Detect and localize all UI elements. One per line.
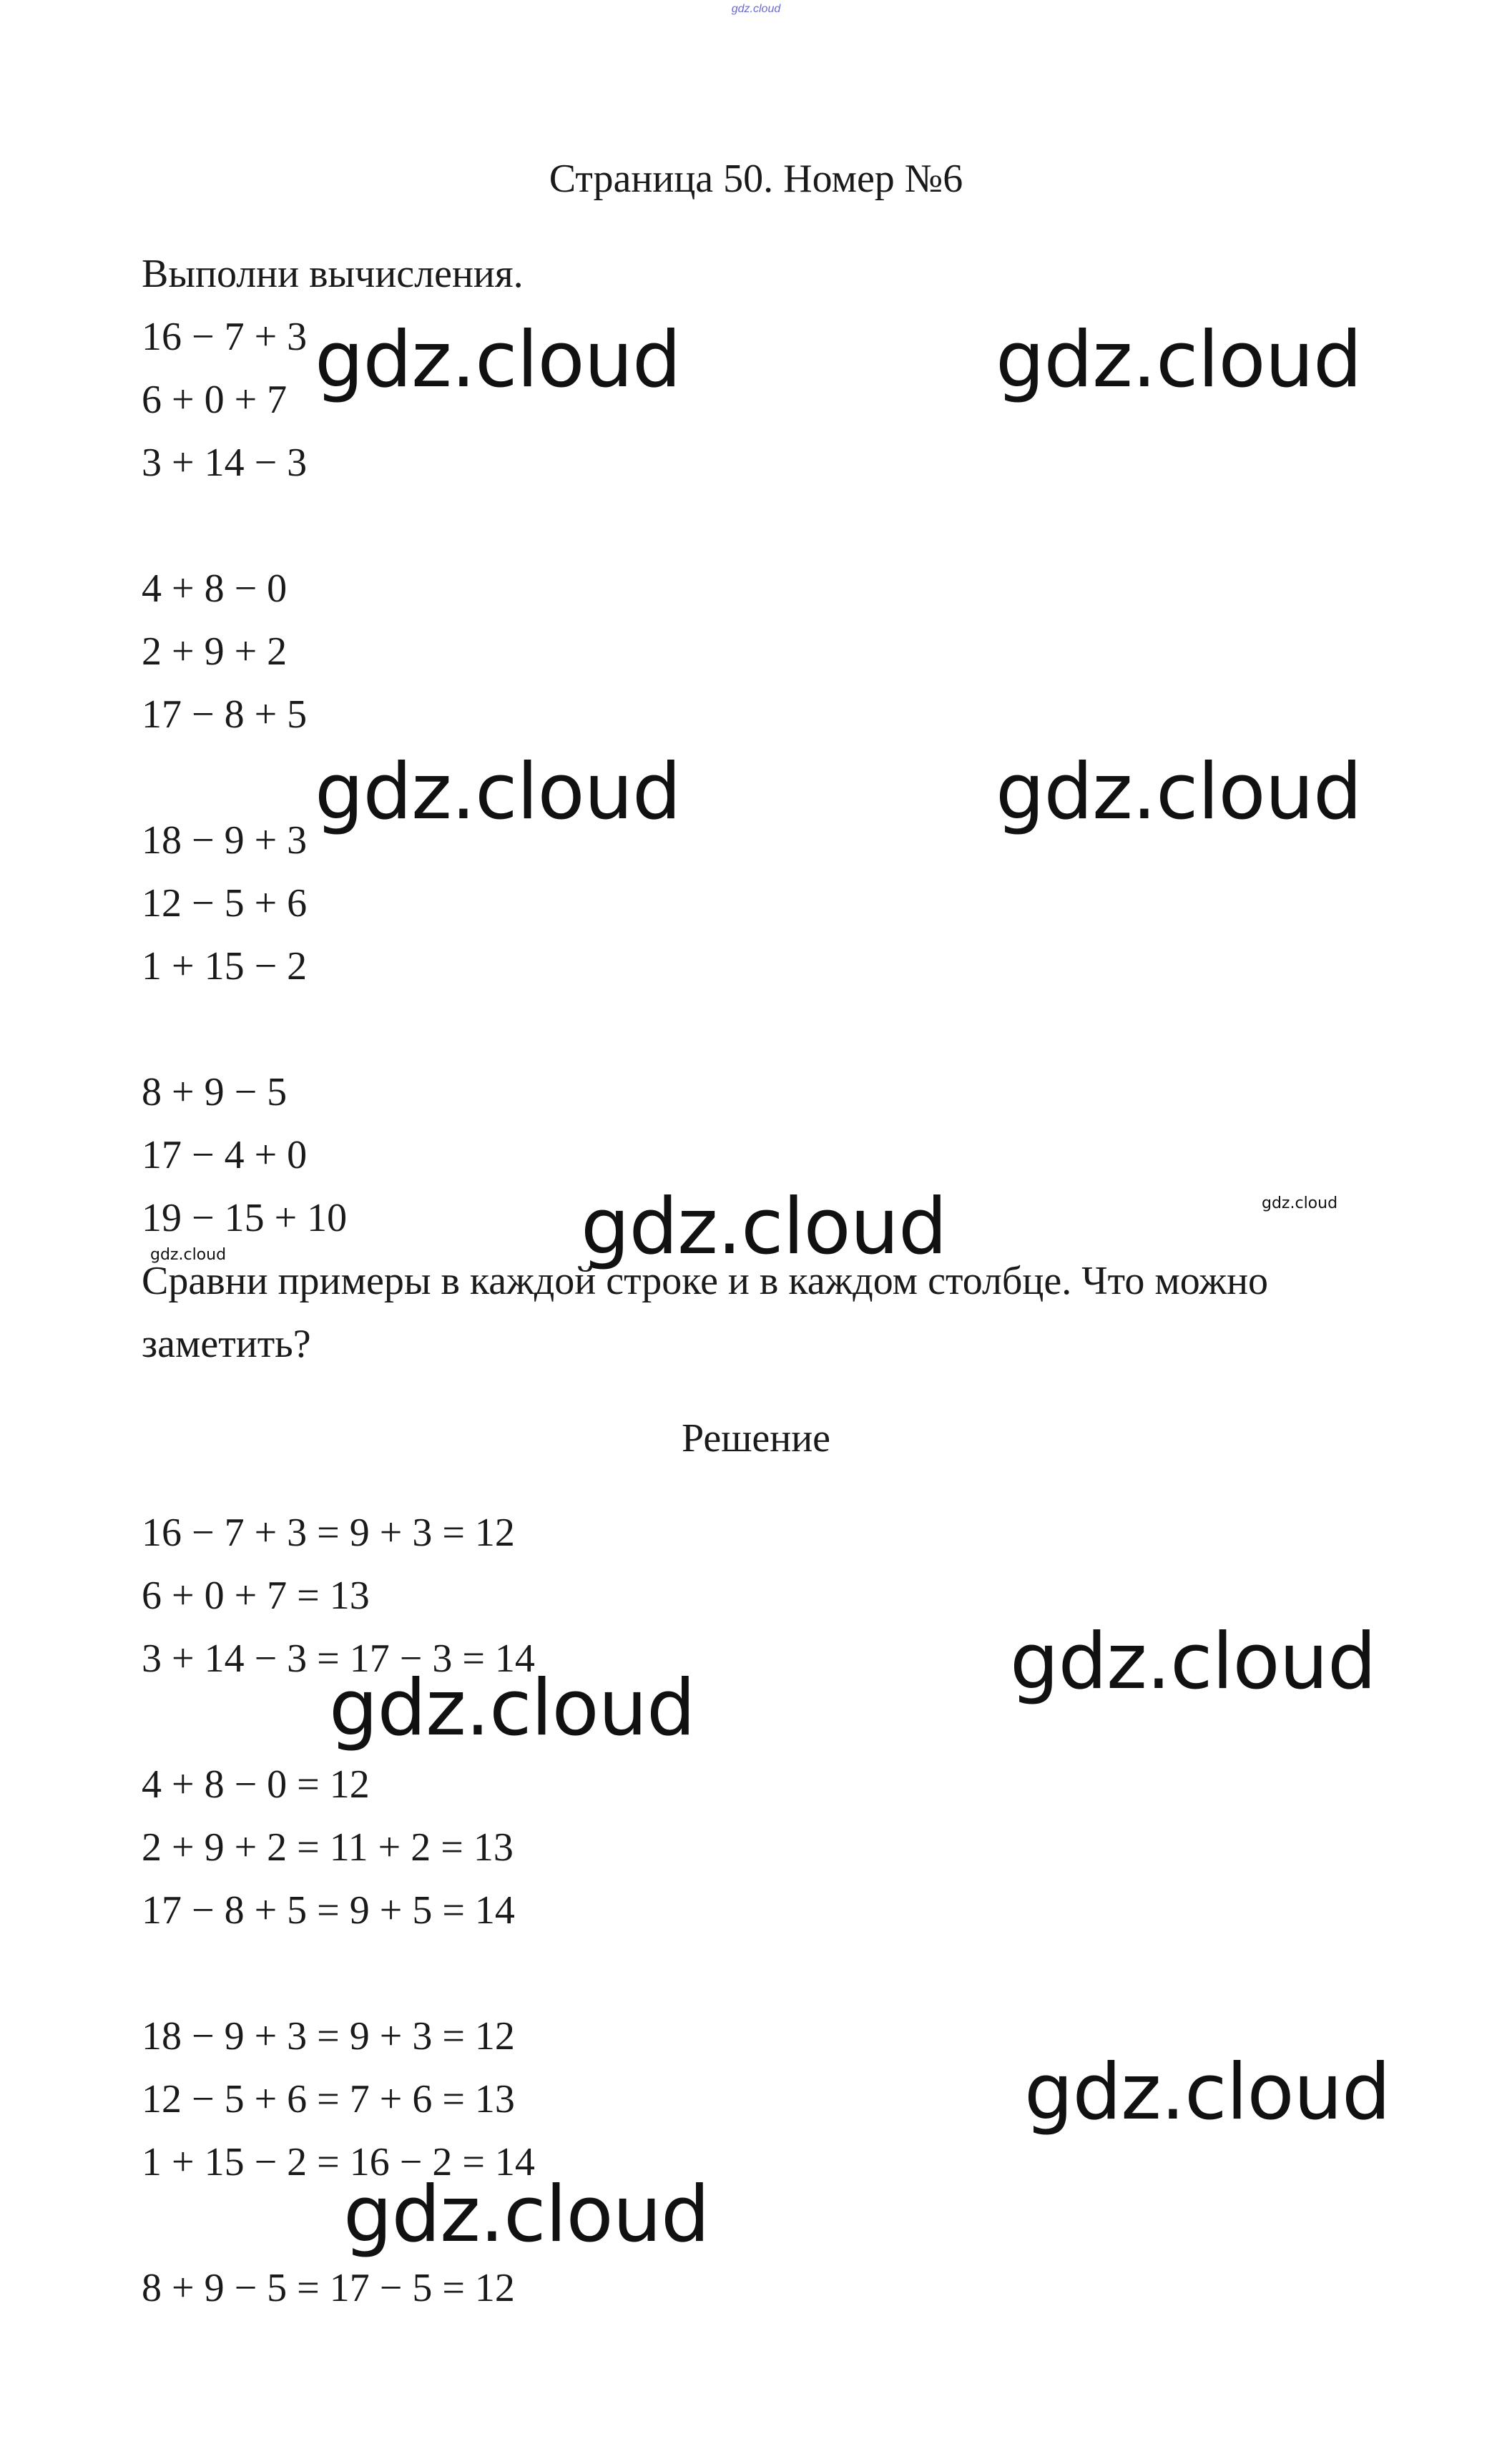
- task-example: 3 + 14 − 3: [142, 441, 308, 485]
- top-watermark: gdz.cloud: [731, 3, 781, 15]
- solution-heading: Решение: [681, 1416, 831, 1461]
- watermark: gdz.cloud: [315, 747, 681, 837]
- watermark-small: gdz.cloud: [1262, 1194, 1338, 1212]
- task-example: 2 + 9 + 2: [142, 629, 288, 674]
- watermark: gdz.cloud: [996, 747, 1362, 837]
- watermark-small: gdz.cloud: [150, 1246, 227, 1264]
- watermark: gdz.cloud: [1024, 2048, 1390, 2137]
- watermark: gdz.cloud: [581, 1182, 947, 1272]
- task-example: 18 − 9 + 3: [142, 818, 308, 863]
- solution-line: 3 + 14 − 3 = 17 − 3 = 14: [142, 1636, 535, 1681]
- solution-line: 16 − 7 + 3 = 9 + 3 = 12: [142, 1511, 515, 1555]
- task-example: 6 + 0 + 7: [142, 378, 288, 422]
- task-example: 8 + 9 − 5: [142, 1070, 288, 1114]
- solution-line: 1 + 15 − 2 = 16 − 2 = 14: [142, 2140, 535, 2184]
- task-example: 12 − 5 + 6: [142, 881, 308, 926]
- task-example: 4 + 8 − 0: [142, 566, 288, 611]
- task-instruction: Выполни вычисления.: [142, 252, 524, 296]
- task-example: 16 − 7 + 3: [142, 315, 308, 359]
- solution-line: 4 + 8 − 0 = 12: [142, 1762, 370, 1807]
- solution-line: 18 − 9 + 3 = 9 + 3 = 12: [142, 2014, 515, 2058]
- task-example: 1 + 15 − 2: [142, 944, 308, 988]
- solution-line: 8 + 9 − 5 = 17 − 5 = 12: [142, 2266, 515, 2310]
- task-question: Сравни примеры в каждой строке и в каждом столбце. Что можно: [142, 1259, 1269, 1303]
- watermark: gdz.cloud: [1010, 1617, 1376, 1707]
- task-example: 17 − 4 + 0: [142, 1133, 308, 1177]
- task-question-cont: заметить?: [142, 1322, 311, 1366]
- page-title: Страница 50. Номер №6: [549, 157, 963, 201]
- watermark: gdz.cloud: [343, 2170, 710, 2259]
- solution-line: 6 + 0 + 7 = 13: [142, 1574, 370, 1618]
- watermark: gdz.cloud: [996, 315, 1362, 405]
- solution-line: 2 + 9 + 2 = 11 + 2 = 13: [142, 1825, 514, 1870]
- task-example: 17 − 8 + 5: [142, 692, 308, 737]
- task-example: 19 − 15 + 10: [142, 1196, 348, 1240]
- watermark: gdz.cloud: [329, 1664, 695, 1753]
- watermark: gdz.cloud: [315, 315, 681, 405]
- solution-line: 17 − 8 + 5 = 9 + 5 = 14: [142, 1888, 515, 1933]
- solution-line: 12 − 5 + 6 = 7 + 6 = 13: [142, 2077, 515, 2121]
